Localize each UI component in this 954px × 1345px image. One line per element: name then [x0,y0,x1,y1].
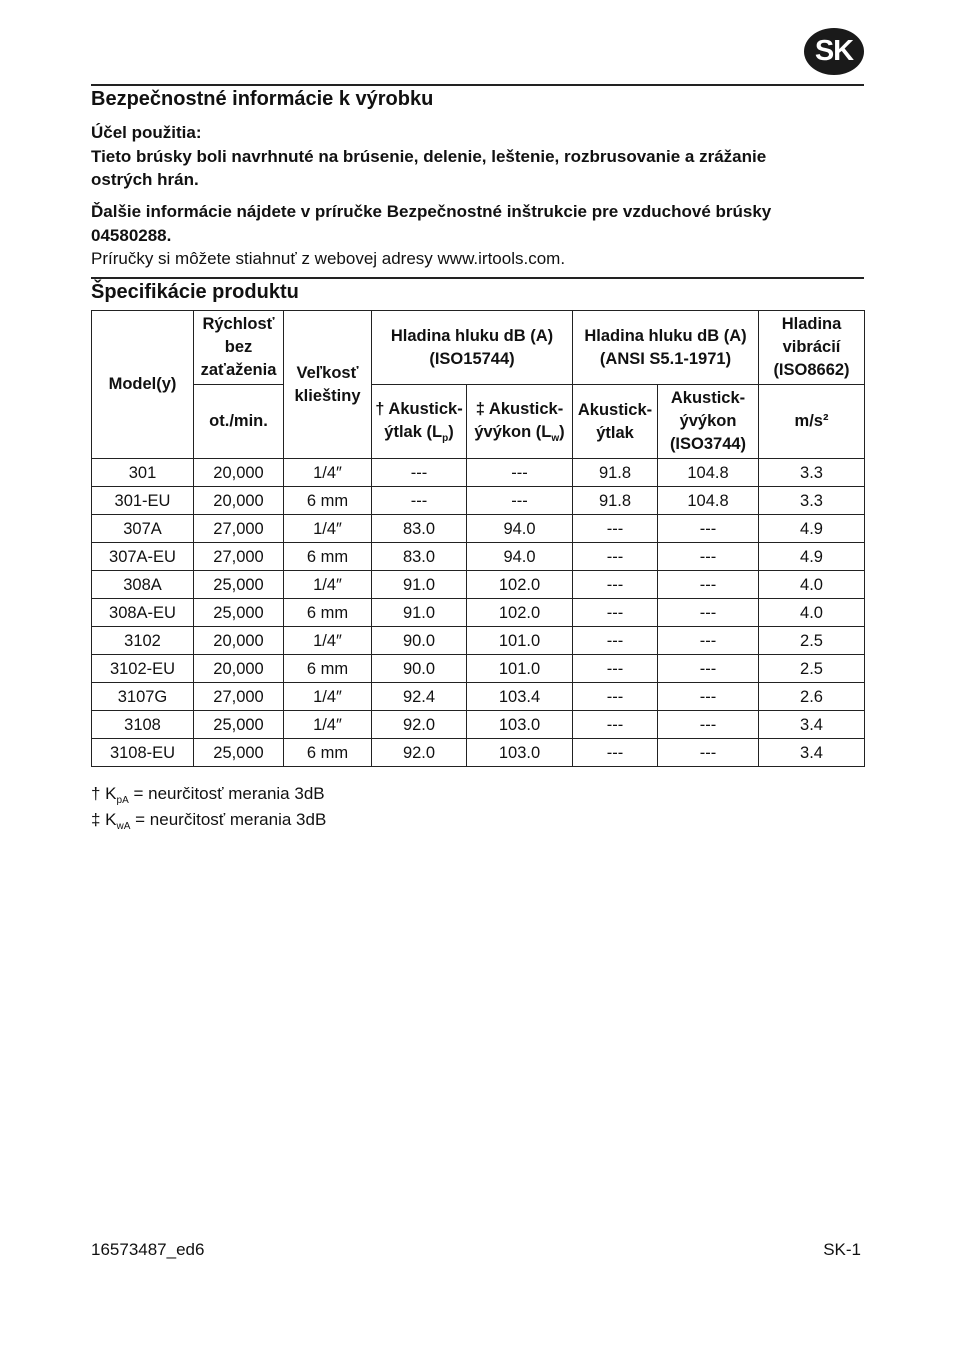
cell-vibration: 2.5 [759,627,865,655]
cell-collet: 1/4″ [284,711,372,739]
cell-ansi-power: --- [658,683,759,711]
more-info-text-1: Ďalšie informácie nájdete v príručke Bezpečnostné inštrukcie pre vzduchové brúsky [91,202,772,221]
more-info-block [91,200,851,271]
top-rule [91,84,864,86]
cell-power: 102.0 [467,599,573,627]
cell-ansi-power: --- [658,571,759,599]
cell-vibration: 2.5 [759,655,865,683]
table-row [92,683,865,711]
cell-collet: 6 mm [284,599,372,627]
cell-ansi-power: --- [658,655,759,683]
cell-ansi-power: --- [658,627,759,655]
cell-speed: 20,000 [194,655,284,683]
cell-collet: 1/4″ [284,459,372,487]
header-noise-ansi: Hladina hluku dB (A) (ANSI S5.1-1971) [573,311,759,385]
cell-ansi-pressure: --- [573,739,658,767]
cell-model: 3102 [92,627,194,655]
cell-pressure: --- [372,487,467,515]
cell-ansi-power: 104.8 [658,459,759,487]
cell-speed: 20,000 [194,487,284,515]
cell-vibration: 4.0 [759,599,865,627]
cell-vibration: 3.4 [759,739,865,767]
cell-vibration: 4.0 [759,571,865,599]
cell-pressure: 92.0 [372,711,467,739]
cell-model: 308A [92,571,194,599]
cell-pressure: 90.0 [372,627,467,655]
header-speed-unit: ot./min. [194,385,284,459]
cell-vibration: 3.3 [759,459,865,487]
cell-model: 3102-EU [92,655,194,683]
header-collet-size: Veľkosť klieštiny [284,311,372,459]
header-ansi-sound-pressure: Akustick- ýtlak [573,385,658,459]
cell-speed: 25,000 [194,599,284,627]
header-sound-power: ‡ Akustick- ývýkon $(L_w)$ [467,385,573,459]
table-row [92,487,865,515]
cell-model: 301-EU [92,487,194,515]
table-row [92,655,865,683]
cell-speed: 25,000 [194,739,284,767]
header-speed: Rýchlosť bez zaťaženia [194,311,284,385]
table-row [92,739,865,767]
cell-ansi-pressure: --- [573,571,658,599]
footnote-power-uncertainty: ‡ $K_{wA}$ = neurčitosť merania 3dB [91,810,327,832]
cell-ansi-power: --- [658,543,759,571]
cell-vibration: 2.6 [759,683,865,711]
cell-ansi-power: --- [658,739,759,767]
cell-power: --- [467,487,573,515]
cell-vibration: 4.9 [759,543,865,571]
cell-ansi-power: --- [658,711,759,739]
cell-pressure: 90.0 [372,655,467,683]
cell-model: 3108-EU [92,739,194,767]
cell-vibration: 3.3 [759,487,865,515]
cell-power: 103.0 [467,739,573,767]
cell-model: 3108 [92,711,194,739]
cell-power: 94.0 [467,543,573,571]
header-sound-pressure: † Akustick- ýtlak $(L_p)$ [372,385,467,459]
header-vibration: Hladina vibrácií (ISO8662) [759,311,865,385]
header-noise-iso: Hladina hluku dB (A) (ISO15744) [372,311,573,385]
cell-model: 301 [92,459,194,487]
cell-power: 94.0 [467,515,573,543]
cell-speed: 20,000 [194,459,284,487]
table-row [92,711,865,739]
safety-heading: Bezpečnostné informácie k výrobku [91,88,434,110]
header-ansi-sound-power: Akustick- ývýkon (ISO3744) [658,385,759,459]
table-row [92,515,865,543]
cell-collet: 6 mm [284,739,372,767]
table-row [92,599,865,627]
cell-pressure: --- [372,459,467,487]
cell-power: 102.0 [467,571,573,599]
cell-collet: 1/4″ [284,627,372,655]
page-number: SK-1 [823,1240,861,1259]
cell-power: --- [467,459,573,487]
cell-ansi-pressure: --- [573,627,658,655]
cell-model: 308A-EU [92,599,194,627]
cell-collet: 6 mm [284,487,372,515]
purpose-text-1: Tieto brúsky boli navrhnuté na brúsenie, delenie, leštenie, rozbrusovanie a zrážanie [91,146,767,166]
table-row [92,459,865,487]
cell-collet: 1/4″ [284,571,372,599]
table-row [92,543,865,571]
cell-vibration: 3.4 [759,711,865,739]
cell-speed: 27,000 [194,515,284,543]
cell-pressure: 91.0 [372,571,467,599]
cell-ansi-pressure: --- [573,711,658,739]
cell-ansi-pressure: 91.8 [573,487,658,515]
cell-pressure: 92.0 [372,739,467,767]
cell-power: 103.0 [467,711,573,739]
table-row [92,571,865,599]
cell-pressure: 92.4 [372,683,467,711]
mid-rule [91,277,864,279]
language-badge: SK [804,28,864,75]
cell-power: 101.0 [467,655,573,683]
cell-pressure: 83.0 [372,515,467,543]
header-vibration-unit: m/s² [759,385,865,459]
footnotes [91,782,326,834]
cell-collet: 1/4″ [284,683,372,711]
cell-ansi-power: 104.8 [658,487,759,515]
document-id: 16573487_ed6 [91,1240,205,1259]
table-row [92,627,865,655]
cell-speed: 20,000 [194,627,284,655]
purpose-text-2: ostrých hrán. [91,170,199,189]
cell-model: 3107G [92,683,194,711]
cell-power: 103.4 [467,683,573,711]
cell-pressure: 91.0 [372,599,467,627]
cell-collet: 1/4″ [284,515,372,543]
cell-speed: 25,000 [194,571,284,599]
cell-ansi-pressure: 91.8 [573,459,658,487]
more-info-text-2: 04580288. [91,225,172,245]
cell-ansi-power: --- [658,599,759,627]
cell-ansi-pressure: --- [573,599,658,627]
purpose-block [91,121,851,192]
cell-model: 307A-EU [92,543,194,571]
cell-collet: 6 mm [284,543,372,571]
spec-heading: Špecifikácie produktu [91,281,299,303]
download-text: Príručky si môžete stiahnuť z webovej adresy www.irtools.com. [91,249,566,268]
header-model: Model(y) [92,311,194,459]
cell-ansi-pressure: --- [573,683,658,711]
spec-table [91,310,865,767]
cell-speed: 27,000 [194,683,284,711]
cell-model: 307A [92,515,194,543]
cell-speed: 25,000 [194,711,284,739]
cell-pressure: 83.0 [372,543,467,571]
purpose-label: Účel použitia: [91,123,202,142]
cell-speed: 27,000 [194,543,284,571]
cell-ansi-power: --- [658,515,759,543]
cell-power: 101.0 [467,627,573,655]
cell-ansi-pressure: --- [573,543,658,571]
cell-ansi-pressure: --- [573,515,658,543]
footnote-pressure-uncertainty: † $K_{pA}$ = neurčitosť merania 3dB [91,784,325,806]
cell-collet: 6 mm [284,655,372,683]
cell-vibration: 4.9 [759,515,865,543]
cell-ansi-pressure: --- [573,655,658,683]
